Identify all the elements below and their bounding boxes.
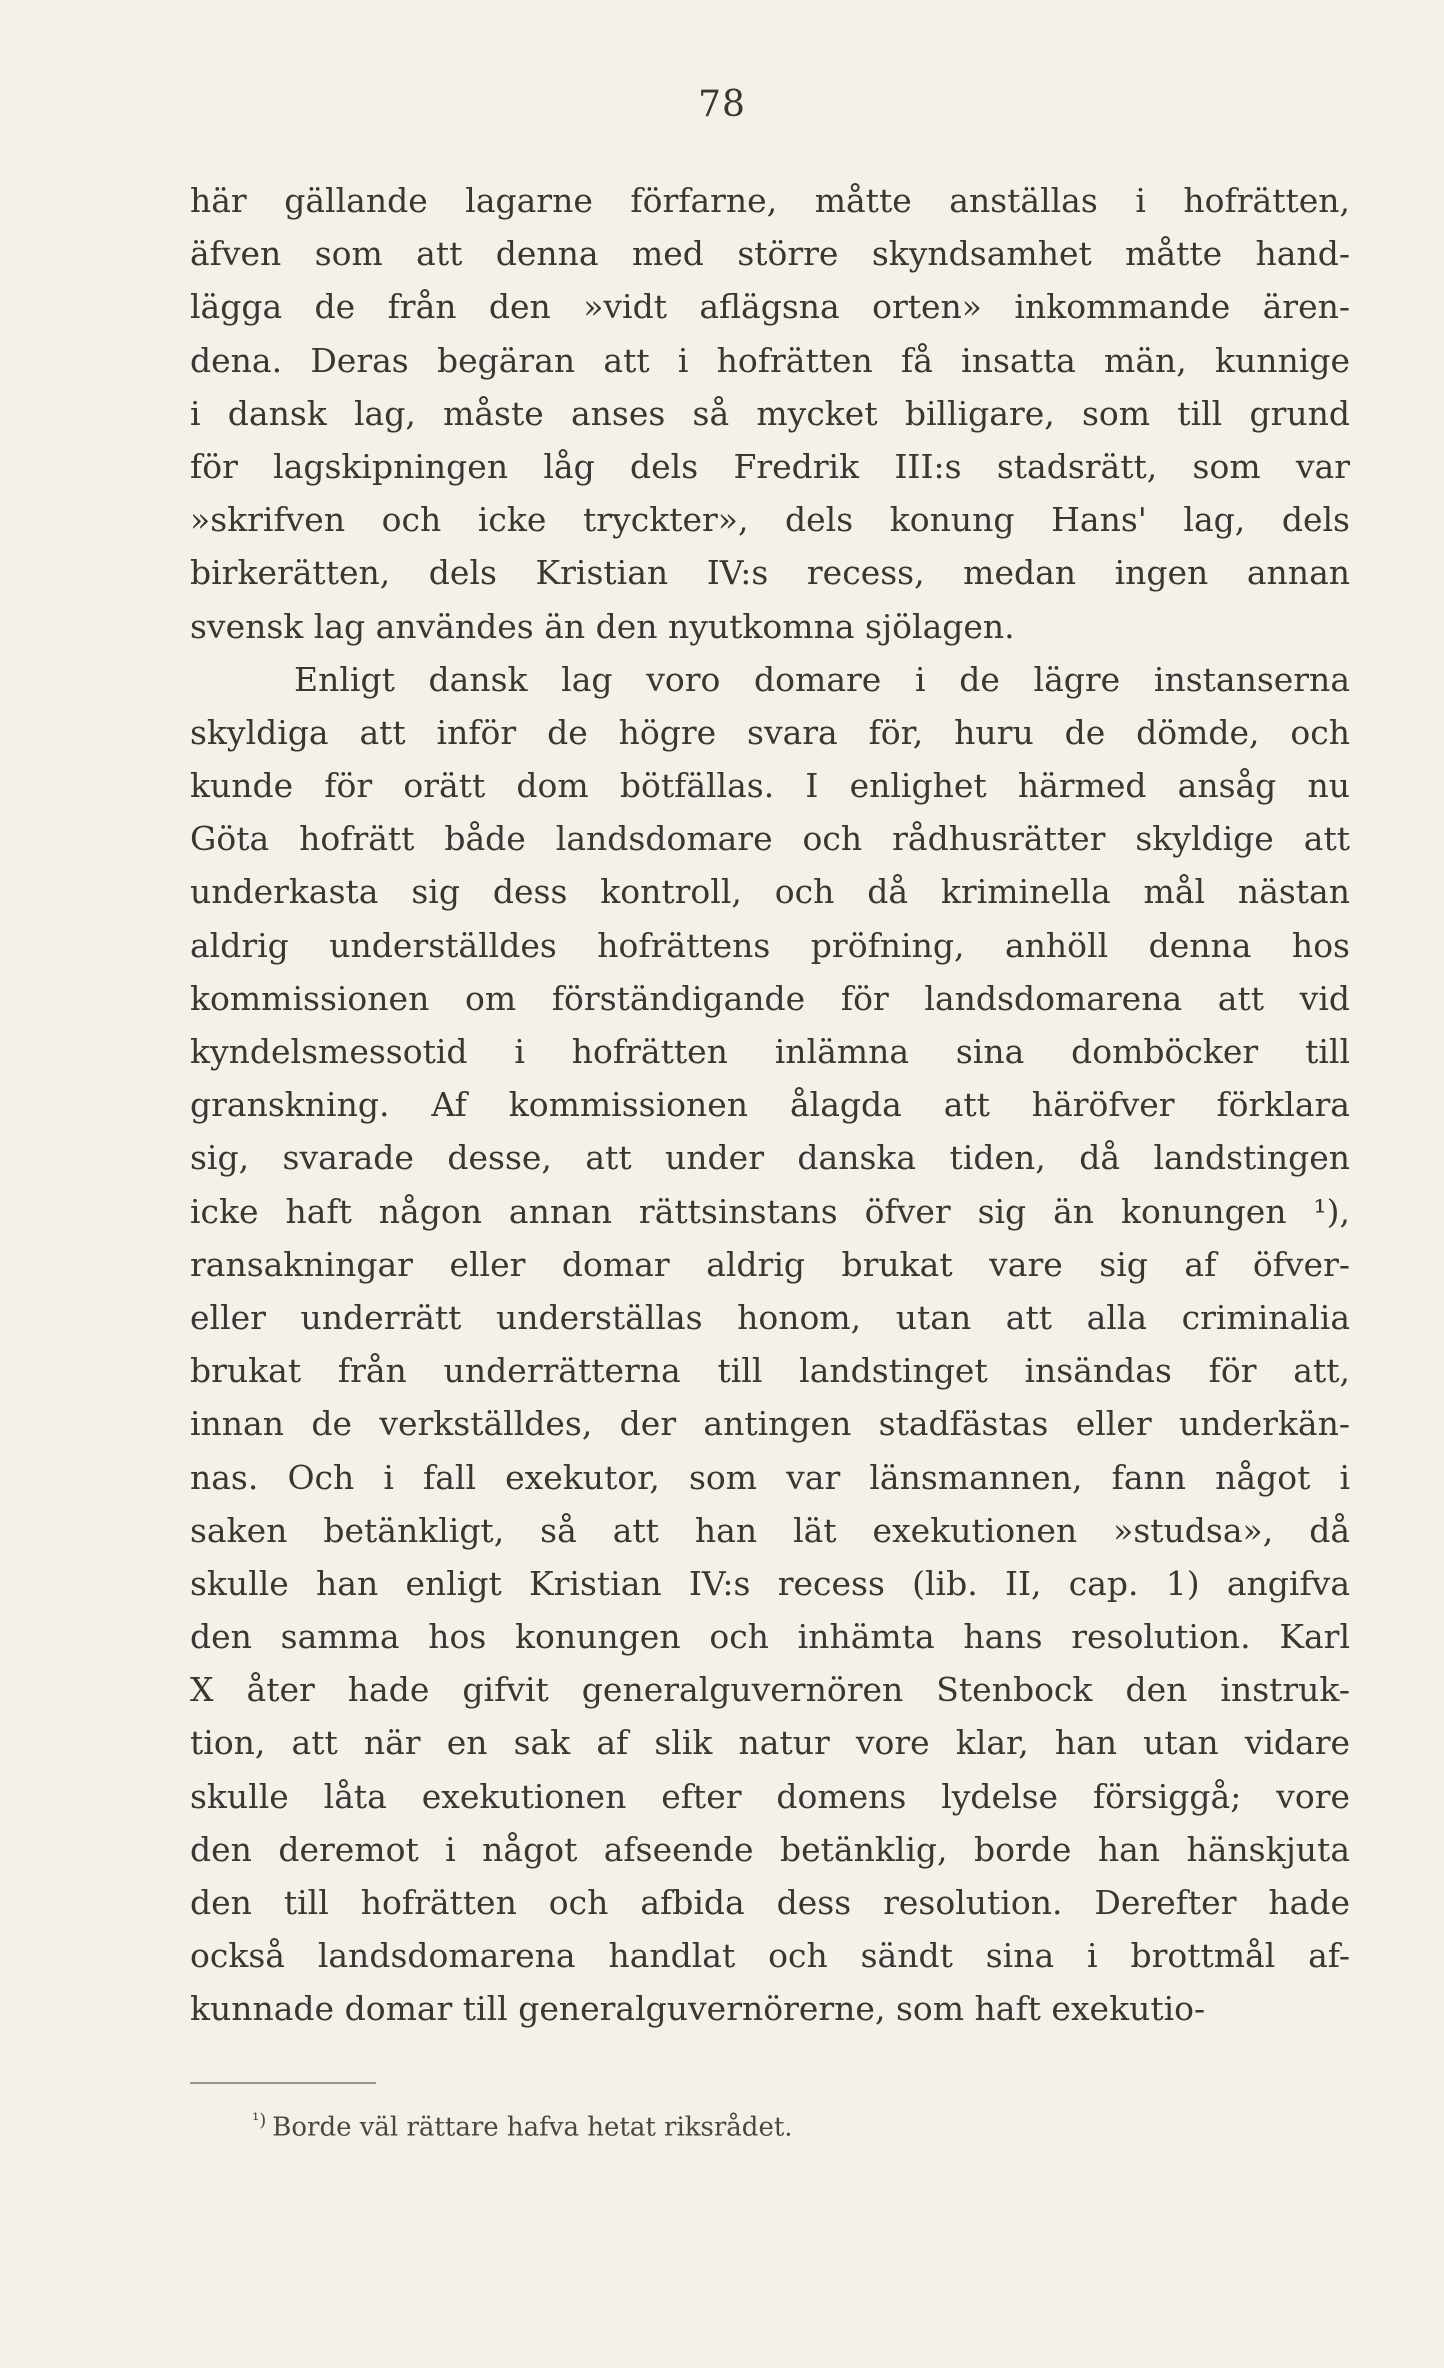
text-line: också landsdomarena handlat och sändt sina i brottmål af-	[190, 1936, 1350, 1976]
text-line: äfven som att denna med större skyndsamhet måtte hand-	[190, 234, 1350, 274]
footnote-divider	[190, 2082, 376, 2084]
page-number: 78	[698, 84, 746, 125]
text-line: i dansk lag, måste anses så mycket billigare, som till grund	[190, 393, 1350, 433]
text-line: svensk lag användes än den nyutkomna sjölagen.	[190, 606, 1015, 646]
text-line: för lagskipningen låg dels Fredrik III:s stadsrätt, som var	[190, 446, 1350, 486]
text-line: nas. Och i fall exekutor, som var länsmannen, fann något i	[190, 1457, 1350, 1497]
paragraph	[190, 174, 1350, 653]
text-line: skulle han enligt Kristian IV:s recess (lib. II, cap. 1) angifva	[190, 1563, 1350, 1603]
footnote	[252, 2110, 793, 2143]
text-line: ransakningar eller domar aldrig brukat vare sig af öfver-	[190, 1244, 1350, 1284]
text-line: Göta hofrätt både landsdomare och rådhusrätter skyldige att	[190, 819, 1350, 859]
text-line: lägga de från den »vidt aflägsna orten» inkommande ären-	[190, 287, 1350, 327]
text-line: sig, svarade desse, att under danska tiden, då landstingen	[190, 1138, 1350, 1178]
text-line: den till hofrätten och afbida dess resolution. Derefter hade	[190, 1883, 1350, 1922]
text-line: X åter hade gifvit generalguvernören Stenbock den instruk-	[190, 1670, 1350, 1710]
text-line: Enligt dansk lag voro domare i de lägre instanserna	[294, 659, 1350, 699]
footnote-marker: ¹)	[252, 2110, 267, 2131]
paragraph	[190, 653, 1350, 2036]
text-line: dena. Deras begäran att i hofrätten få insatta män, kunnige	[190, 340, 1350, 380]
text-line: den samma hos konungen och inhämta hans resolution. Karl	[190, 1617, 1350, 1657]
text-line: aldrig underställdes hofrättens pröfning, anhöll denna hos	[190, 925, 1350, 965]
body-text	[190, 174, 1350, 2036]
text-line: den deremot i något afseende betänklig, borde han hänskjuta	[190, 1829, 1350, 1869]
text-line: brukat från underrätterna till landstinget insändas för att,	[190, 1351, 1350, 1391]
text-line: tion, att när en sak af slik natur vore klar, han utan vidare	[190, 1723, 1350, 1763]
text-line: här gällande lagarne förfarne, måtte anställas i hofrätten,	[190, 181, 1350, 220]
text-line: eller underrätt underställas honom, utan att alla criminalia	[190, 1297, 1350, 1337]
text-line: innan de verkställdes, der antingen stadfästas eller underkän-	[190, 1404, 1350, 1444]
text-line: »skrifven och icke tryckter», dels konung Hans' lag, dels	[190, 500, 1350, 540]
text-line: kyndelsmessotid i hofrätten inlämna sina domböcker till	[190, 1032, 1350, 1071]
text-line: kommissionen om förständigande för landsdomarena att vid	[190, 978, 1350, 1018]
text-line: skulle låta exekutionen efter domens lydelse försiggå; vore	[190, 1776, 1350, 1816]
text-line: skyldiga att inför de högre svara för, huru de dömde, och	[190, 712, 1350, 752]
text-line: underkasta sig dess kontroll, och då kriminella mål nästan	[190, 872, 1350, 912]
text-line: kunnade domar till generalguvernörerne, som haft exekutio-	[190, 1989, 1206, 2029]
text-line: saken betänkligt, så att han lät exekutionen »studsa», då	[190, 1510, 1350, 1550]
footnote-text: Borde väl rättare hafva hetat riksrådet.	[272, 2112, 793, 2143]
text-line: granskning. Af kommissionen ålagda att häröfver förklara	[190, 1085, 1350, 1125]
text-line: icke haft någon annan rättsinstans öfver sig än konungen ¹),	[190, 1191, 1350, 1231]
text-line: kunde för orätt dom bötfällas. I enlighet härmed ansåg nu	[190, 766, 1350, 806]
text-line: birkerätten, dels Kristian IV:s recess, medan ingen annan	[190, 553, 1350, 593]
